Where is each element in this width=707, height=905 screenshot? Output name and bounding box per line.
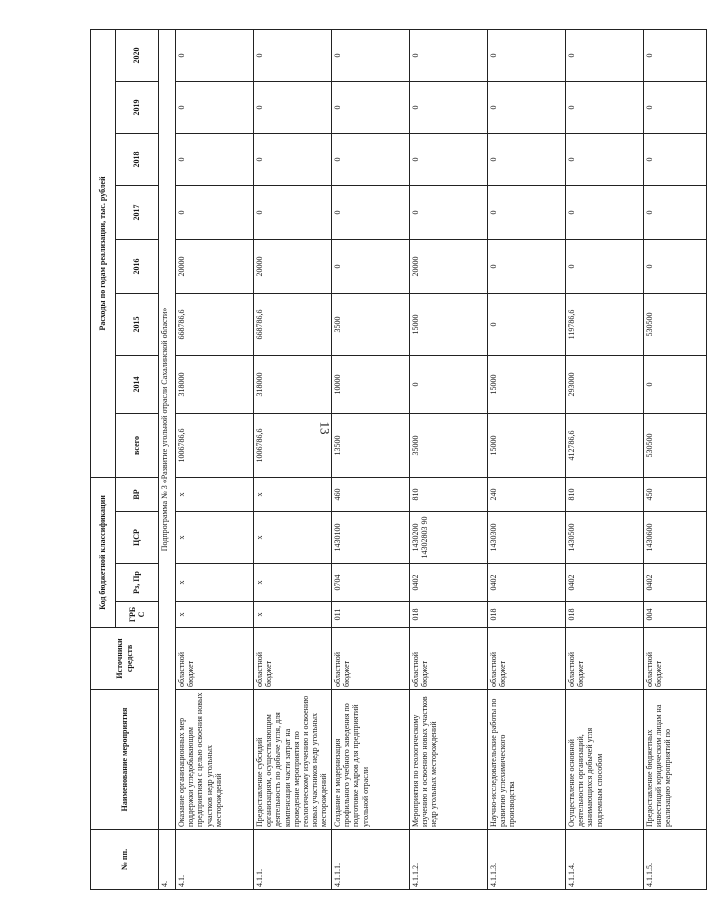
cell-year-2018: 0 bbox=[332, 133, 410, 185]
header-expenses-group: Расходы по годам реализации, тыс. рублей bbox=[91, 29, 116, 477]
cell-grbs: 004 bbox=[644, 602, 707, 628]
cell-year-2015: 119786,6 bbox=[566, 293, 644, 355]
cell-source: областной бюджет bbox=[488, 628, 566, 690]
cell-year-2018: 0 bbox=[566, 133, 644, 185]
cell-vr: 240 bbox=[488, 477, 566, 511]
cell-total: 1006786,6 bbox=[254, 413, 332, 477]
cell-num: 4.1. bbox=[176, 830, 254, 890]
header-name: Наименование мероприятия bbox=[91, 690, 159, 830]
cell-year-2017: 0 bbox=[488, 185, 566, 239]
table-row bbox=[332, 29, 410, 889]
budget-table bbox=[90, 29, 707, 890]
cell-year-2017: 0 bbox=[410, 185, 488, 239]
cell-year-2019: 0 bbox=[254, 81, 332, 133]
header-year: 2016 bbox=[116, 239, 159, 293]
header-code-group: Код бюджетной классификации bbox=[91, 477, 116, 627]
header-rzpr: Рз, Пр bbox=[116, 564, 159, 602]
cell-year-2019: 0 bbox=[488, 81, 566, 133]
cell-total: 530500 bbox=[644, 413, 707, 477]
header-grbs: ГРБ С bbox=[116, 602, 159, 628]
cell-num: 4.1.1. bbox=[254, 830, 332, 890]
cell-csr: x bbox=[254, 512, 332, 564]
table-row bbox=[410, 29, 488, 889]
cell-num: 4.1.1.2. bbox=[410, 830, 488, 890]
cell-csr: 1430100 bbox=[332, 512, 410, 564]
header-year: 2017 bbox=[116, 185, 159, 239]
cell-year-2015: 3500 bbox=[332, 293, 410, 355]
page-number: 13 bbox=[317, 421, 333, 435]
cell-name: Предоставление субсидий организациям, осуществляющим деятельность по добыче угля, для компенсации части затрат на проведение мероприятия по геологическому изучению и освоению новых участников недр угольных месторождений bbox=[254, 690, 332, 830]
cell-total: 412786,6 bbox=[566, 413, 644, 477]
cell-year-2017: 0 bbox=[176, 185, 254, 239]
section-title: Подпрограмма № 3 «Развитие угольной отрасли Сахалинской области» bbox=[159, 29, 176, 829]
cell-year-2019: 0 bbox=[176, 81, 254, 133]
cell-grbs: 011 bbox=[332, 602, 410, 628]
header-year: 2020 bbox=[116, 29, 159, 81]
cell-vr: 450 bbox=[644, 477, 707, 511]
cell-name: Создание и модернизация профильного учебного заведения по подготовке кадров для предприятий угольной отрасли bbox=[332, 690, 410, 830]
cell-year-2019: 0 bbox=[644, 81, 707, 133]
cell-year-2020: 0 bbox=[176, 29, 254, 81]
cell-vr: 810 bbox=[566, 477, 644, 511]
cell-year-2020: 0 bbox=[254, 29, 332, 81]
table-body bbox=[176, 29, 707, 889]
cell-year-2019: 0 bbox=[332, 81, 410, 133]
header-num: № пп. bbox=[91, 830, 159, 890]
cell-year-2019: 0 bbox=[566, 81, 644, 133]
cell-total: 1006786,6 bbox=[176, 413, 254, 477]
cell-num: 4.1.1.5. bbox=[644, 830, 707, 890]
cell-name: Оказание организационных мер поддержки угледобывающим предприятиям с целью освоения новых участков недр угольных месторождений bbox=[176, 690, 254, 830]
cell-year-2014: 0 bbox=[410, 355, 488, 413]
cell-num: 4.1.1.1. bbox=[332, 830, 410, 890]
cell-year-2015: 15000 bbox=[410, 293, 488, 355]
cell-num: 4.1.1.4. bbox=[566, 830, 644, 890]
header-vr: ВР bbox=[116, 477, 159, 511]
cell-year-2016: 0 bbox=[488, 239, 566, 293]
cell-vr: 810 bbox=[410, 477, 488, 511]
cell-rzpr: x bbox=[176, 564, 254, 602]
cell-csr: 1430500 bbox=[566, 512, 644, 564]
header-source: Источники средств bbox=[91, 628, 159, 690]
cell-year-2016: 0 bbox=[566, 239, 644, 293]
table-row bbox=[488, 29, 566, 889]
cell-year-2018: 0 bbox=[254, 133, 332, 185]
cell-total: 35000 bbox=[410, 413, 488, 477]
cell-year-2016: 20000 bbox=[254, 239, 332, 293]
table-row bbox=[566, 29, 644, 889]
cell-rzpr: x bbox=[254, 564, 332, 602]
cell-year-2020: 0 bbox=[488, 29, 566, 81]
cell-year-2017: 0 bbox=[254, 185, 332, 239]
cell-num: 4.1.1.3. bbox=[488, 830, 566, 890]
rotated-table-container bbox=[90, 30, 673, 890]
cell-year-2014: 318000 bbox=[176, 355, 254, 413]
cell-vr: x bbox=[176, 477, 254, 511]
cell-year-2014: 0 bbox=[644, 355, 707, 413]
cell-year-2015: 530500 bbox=[644, 293, 707, 355]
cell-year-2014: 15000 bbox=[488, 355, 566, 413]
cell-rzpr: 0704 bbox=[332, 564, 410, 602]
cell-rzpr: 0402 bbox=[566, 564, 644, 602]
cell-source: областной бюджет bbox=[332, 628, 410, 690]
section-num: 4. bbox=[159, 830, 176, 890]
cell-year-2016: 0 bbox=[332, 239, 410, 293]
cell-csr: 1430300 bbox=[488, 512, 566, 564]
cell-year-2014: 10000 bbox=[332, 355, 410, 413]
cell-year-2014: 318000 bbox=[254, 355, 332, 413]
cell-grbs: x bbox=[176, 602, 254, 628]
table-row bbox=[254, 29, 332, 889]
cell-year-2018: 0 bbox=[644, 133, 707, 185]
header-year: 2014 bbox=[116, 355, 159, 413]
cell-grbs: x bbox=[254, 602, 332, 628]
cell-grbs: 018 bbox=[410, 602, 488, 628]
cell-year-2014: 293000 bbox=[566, 355, 644, 413]
cell-year-2017: 0 bbox=[644, 185, 707, 239]
cell-source: областной бюджет bbox=[254, 628, 332, 690]
cell-rzpr: 0402 bbox=[488, 564, 566, 602]
cell-year-2016: 20000 bbox=[410, 239, 488, 293]
cell-total: 15000 bbox=[488, 413, 566, 477]
cell-rzpr: 0402 bbox=[410, 564, 488, 602]
cell-source: областной бюджет bbox=[566, 628, 644, 690]
header-csr: ЦСР bbox=[116, 512, 159, 564]
cell-year-2017: 0 bbox=[332, 185, 410, 239]
cell-source: областной бюджет bbox=[410, 628, 488, 690]
cell-year-2016: 20000 bbox=[176, 239, 254, 293]
header-year: 2018 bbox=[116, 133, 159, 185]
cell-vr: 460 bbox=[332, 477, 410, 511]
cell-year-2018: 0 bbox=[176, 133, 254, 185]
cell-csr: x bbox=[176, 512, 254, 564]
table-row bbox=[644, 29, 707, 889]
cell-name: Мероприятия по геологическому изучению и освоению новых участков недр угольных месторождений bbox=[410, 690, 488, 830]
cell-name: Предоставление бюджетных инвестиций юридическим лицам на реализацию мероприятий по bbox=[644, 690, 707, 830]
cell-year-2015: 668786,6 bbox=[254, 293, 332, 355]
cell-csr: 1430600 bbox=[644, 512, 707, 564]
cell-total: 13500 bbox=[332, 413, 410, 477]
cell-year-2020: 0 bbox=[644, 29, 707, 81]
cell-year-2016: 0 bbox=[644, 239, 707, 293]
cell-name: Осуществление основной деятельности организаций, занимающихся добычей угля подземным способом bbox=[566, 690, 644, 830]
cell-year-2015: 668786,6 bbox=[176, 293, 254, 355]
cell-source: областной бюджет bbox=[176, 628, 254, 690]
header-total: всего bbox=[116, 413, 159, 477]
cell-name: Научно-исследовательские работы по развитию углехимического производства bbox=[488, 690, 566, 830]
table-row bbox=[176, 29, 254, 889]
cell-year-2020: 0 bbox=[332, 29, 410, 81]
cell-grbs: 018 bbox=[566, 602, 644, 628]
header-year: 2019 bbox=[116, 81, 159, 133]
cell-grbs: 018 bbox=[488, 602, 566, 628]
cell-year-2020: 0 bbox=[410, 29, 488, 81]
cell-csr: 1430200 14302803 90 bbox=[410, 512, 488, 564]
cell-year-2015: 0 bbox=[488, 293, 566, 355]
cell-year-2017: 0 bbox=[566, 185, 644, 239]
cell-year-2020: 0 bbox=[566, 29, 644, 81]
cell-year-2018: 0 bbox=[410, 133, 488, 185]
cell-vr: x bbox=[254, 477, 332, 511]
cell-year-2018: 0 bbox=[488, 133, 566, 185]
cell-year-2019: 0 bbox=[410, 81, 488, 133]
cell-source: областной бюджет bbox=[644, 628, 707, 690]
header-year: 2015 bbox=[116, 293, 159, 355]
cell-rzpr: 0402 bbox=[644, 564, 707, 602]
